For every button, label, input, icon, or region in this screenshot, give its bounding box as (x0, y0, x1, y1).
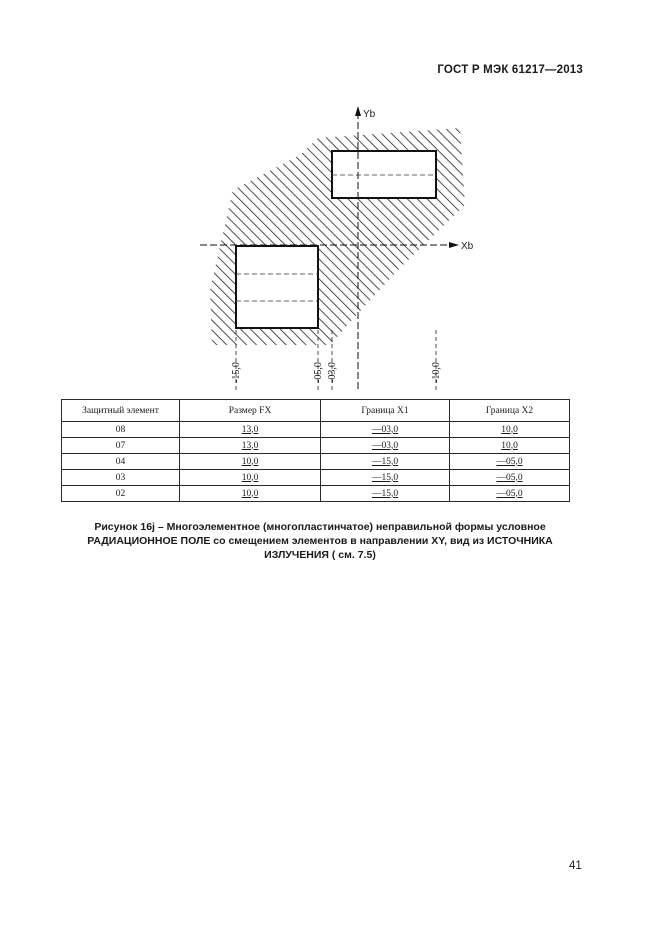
table-row (62, 454, 570, 470)
col-header-x1: Граница X1 (321, 400, 450, 422)
table-row (62, 470, 570, 486)
document-header: ГОСТ Р МЭК 61217—2013 (437, 64, 583, 76)
cell-x2: —05,0 (450, 470, 570, 486)
cell-element: 07 (62, 438, 180, 454)
table-row (62, 422, 570, 438)
tick-label-minus05: -05,0 (313, 362, 324, 383)
cell-x2: 10,0 (450, 438, 570, 454)
x-axis-arrow (449, 242, 459, 248)
cell-element: 03 (62, 470, 180, 486)
x-axis-label: Xb (461, 241, 474, 252)
cell-element: 02 (62, 486, 180, 502)
cell-x2: 10,0 (450, 422, 570, 438)
lower-element (236, 246, 318, 328)
col-header-size: Размер FX (180, 400, 321, 422)
table-row (62, 486, 570, 502)
cell-size: 10,0 (180, 486, 321, 502)
caption-line-2: РАДИАЦИОННОЕ ПОЛЕ со смещением элементов в направлении XY, вид из ИСТОЧНИКА (87, 535, 553, 547)
cell-x1: —15,0 (321, 486, 450, 502)
col-header-x2: Граница X2 (450, 400, 570, 422)
cell-element: 08 (62, 422, 180, 438)
cell-x1: —15,0 (321, 470, 450, 486)
cell-x1: —15,0 (321, 454, 450, 470)
cell-size: 10,0 (180, 454, 321, 470)
cell-x1: —03,0 (321, 422, 450, 438)
cell-x2: —05,0 (450, 454, 570, 470)
tick-label-minus15: -15,0 (231, 362, 242, 383)
cell-size: 13,0 (180, 422, 321, 438)
radiation-field-diagram (0, 0, 661, 400)
cell-x1: —03,0 (321, 438, 450, 454)
caption-line-1: Рисунок 16j – Многоэлементное (многопластинчатое) неправильной формы условное (94, 521, 546, 533)
tick-label-10: -10,0 (431, 362, 442, 383)
y-axis-label: Yb (363, 109, 376, 120)
upper-element (332, 151, 436, 198)
cell-element: 04 (62, 454, 180, 470)
cell-size: 13,0 (180, 438, 321, 454)
collimator-elements-table (61, 399, 570, 502)
page-number: 41 (569, 860, 582, 872)
table-row (62, 438, 570, 454)
caption-line-3: ИЗЛУЧЕНИЯ ( см. 7.5) (264, 549, 376, 561)
cell-x2: —05,0 (450, 486, 570, 502)
tick-label-minus03: -03,0 (327, 362, 338, 383)
figure-caption (60, 520, 580, 562)
cell-size: 10,0 (180, 470, 321, 486)
col-header-element: Защитный элемент (62, 400, 180, 422)
y-axis-arrow (355, 106, 361, 116)
table-header-row (62, 400, 570, 422)
